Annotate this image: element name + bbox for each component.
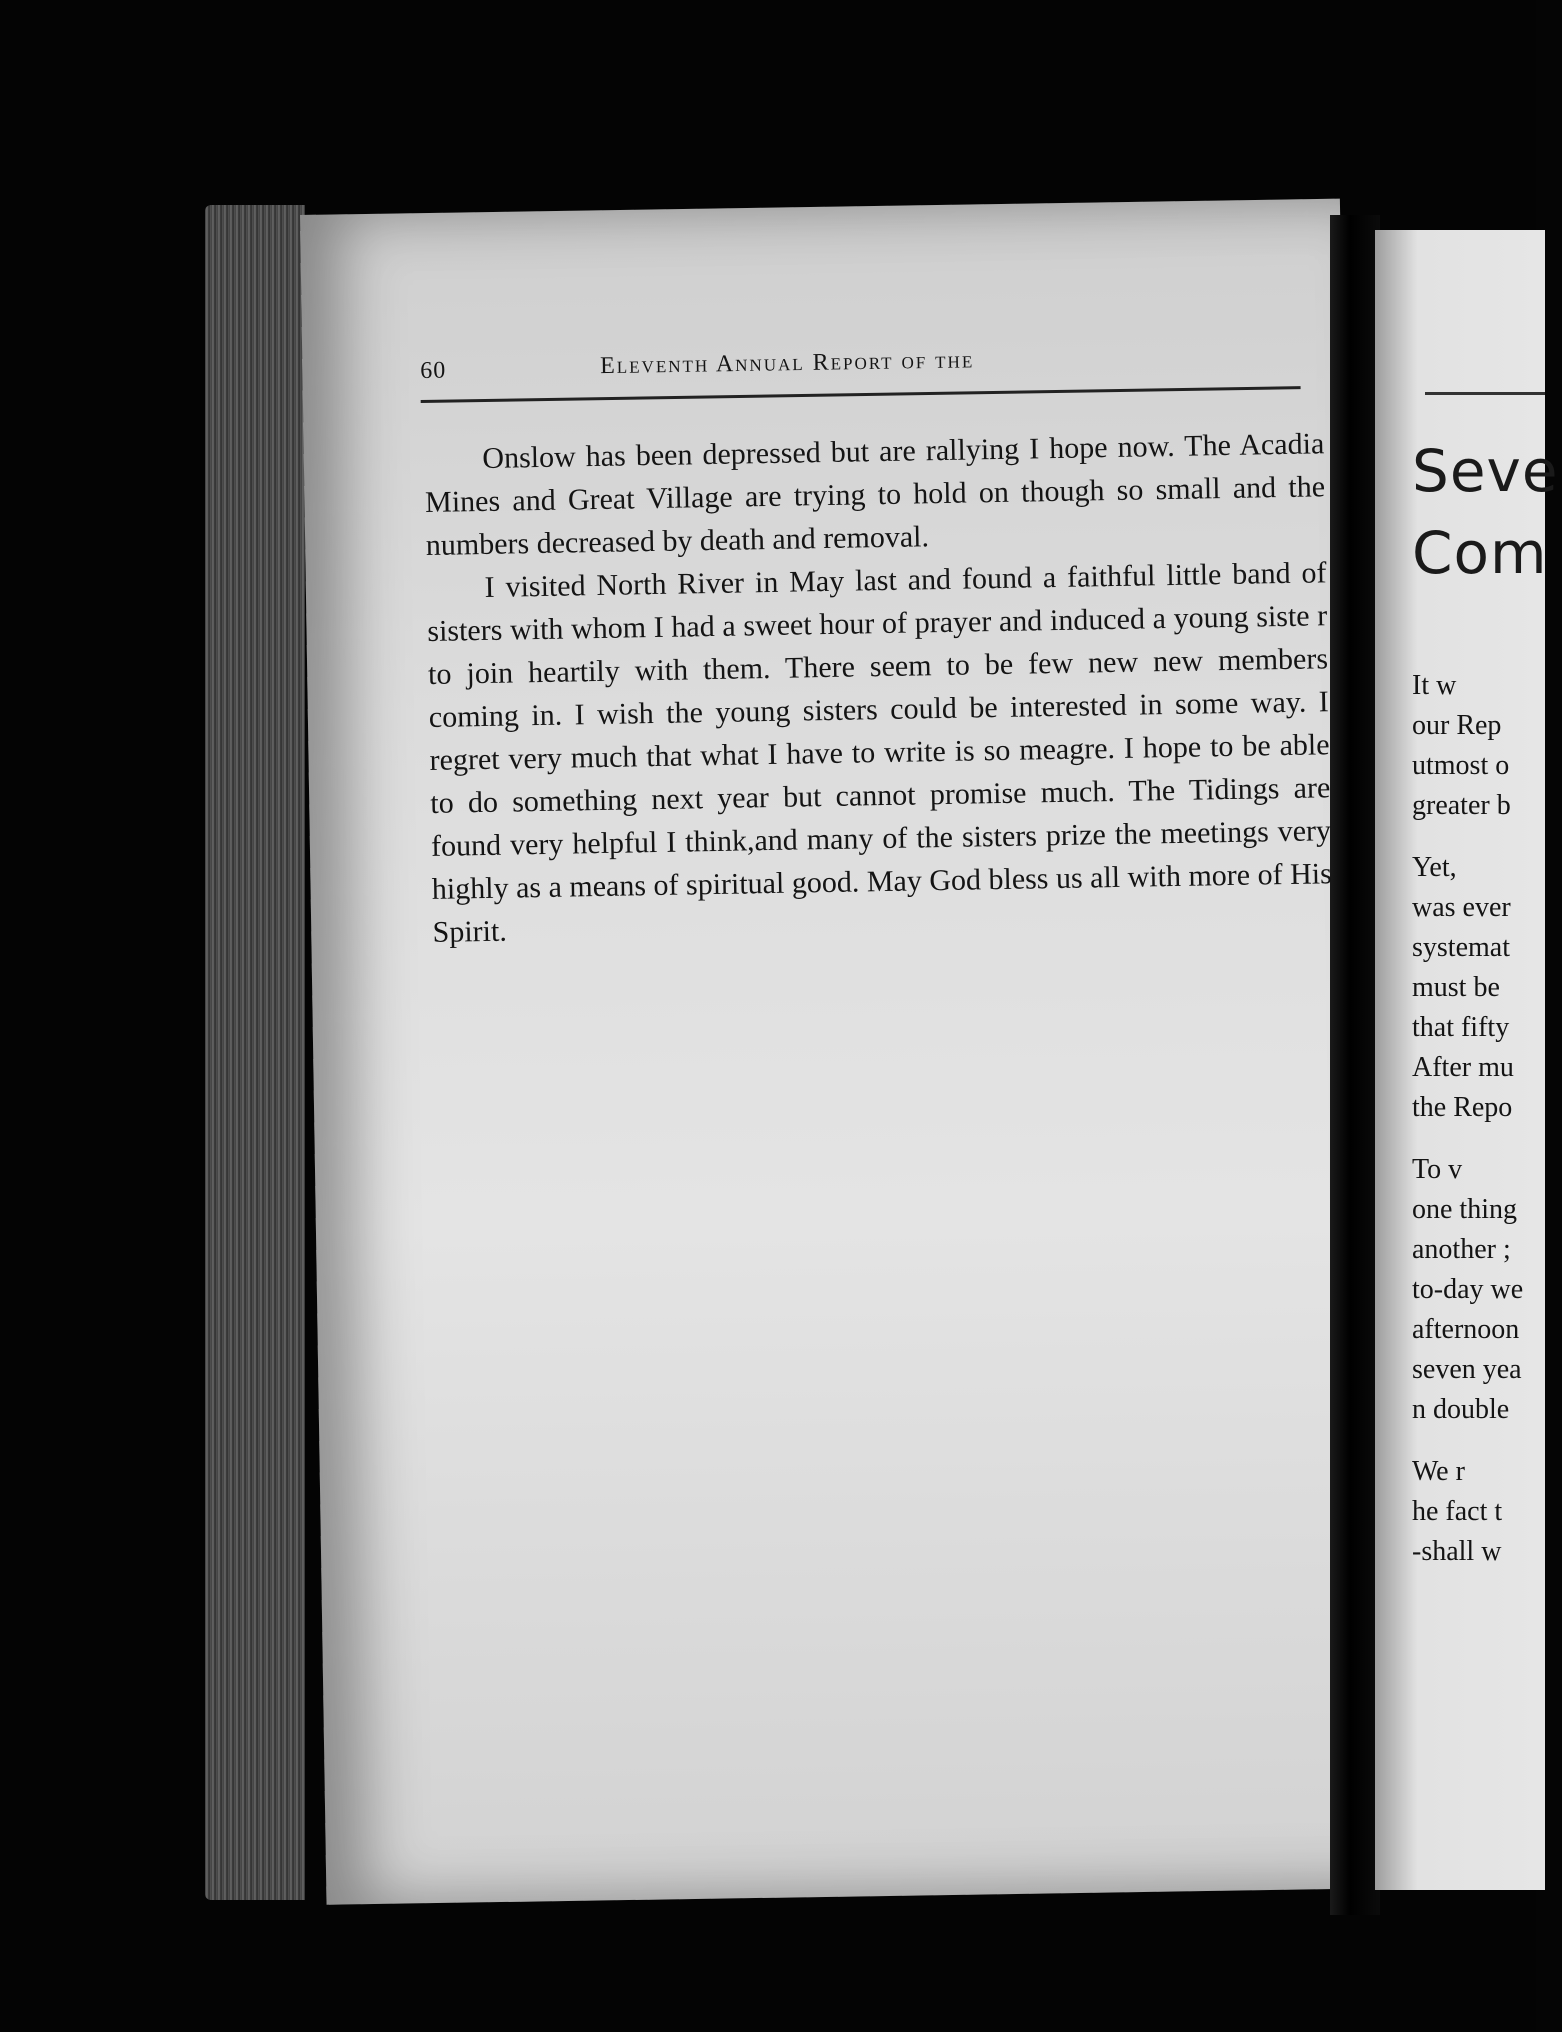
book-gutter [1330,215,1380,1915]
right-text-line: one thing [1412,1194,1517,1225]
right-text-line: systemat [1412,932,1510,963]
right-text-line: to-day we [1412,1274,1524,1305]
right-text-line: We r [1412,1456,1465,1487]
spacer [1412,594,1562,666]
right-text-line: our Rep [1412,710,1502,741]
right-text-lines [1412,666,1562,1572]
right-text-line: another ; [1412,1234,1511,1265]
right-heading-line-2: Com [1412,519,1548,587]
right-text-line: It w [1412,670,1457,701]
right-text-line: Yet, [1412,852,1457,883]
right-page-text [1412,430,1562,1572]
right-text-line: utmost o [1412,750,1510,781]
right-text-line: the Repo [1412,1092,1513,1123]
paragraph-gap [1412,1128,1562,1150]
right-text-line: greater b [1412,790,1511,821]
right-text-line: n double [1412,1394,1510,1425]
right-text-line: To v [1412,1154,1463,1185]
header-title: Eleventh Annual Report of the [599,347,975,380]
right-text-line: was ever [1412,892,1511,923]
page-number: 60 [420,357,447,384]
right-text-line: afternoon [1412,1314,1520,1345]
right-text-line: After mu [1412,1052,1514,1083]
right-text-line: -shall w [1412,1536,1502,1567]
page-edges [205,205,305,1900]
right-text-line: he fact t [1412,1496,1503,1527]
right-heading-line-1: Seve [1412,437,1559,505]
body-text [424,422,1333,954]
right-text-line: must be [1412,972,1500,1003]
paragraph-1: Onslow has been depressed but are rallying I hope now. The Acadia Mines and Great Village are trying to hold on though so small and the numbers decreased by death and removal. [424,427,1326,562]
paragraph-2: I visited North River in May last and found a faithful little band of sisters with whom I had a sweet hour of prayer and induced a young siste r to join heartily with them. There seem to be few new new members coming in. I wish the young sisters could be interested in some way. I regret very much that what I have to write is so meagre. I hope to be able to do something next year but cannot promise much. The Tidings are found very helpful I think,and many of the sisters prize the meetings very highly as a means of spiritual good. May God bless us all with more of His Spirit. [427,556,1333,949]
paragraph-gap [1412,826,1562,848]
paragraph-gap [1412,1430,1562,1452]
right-text-line: that fifty [1412,1012,1510,1043]
right-text-line: seven yea [1412,1354,1522,1385]
right-page-rule [1425,392,1545,395]
